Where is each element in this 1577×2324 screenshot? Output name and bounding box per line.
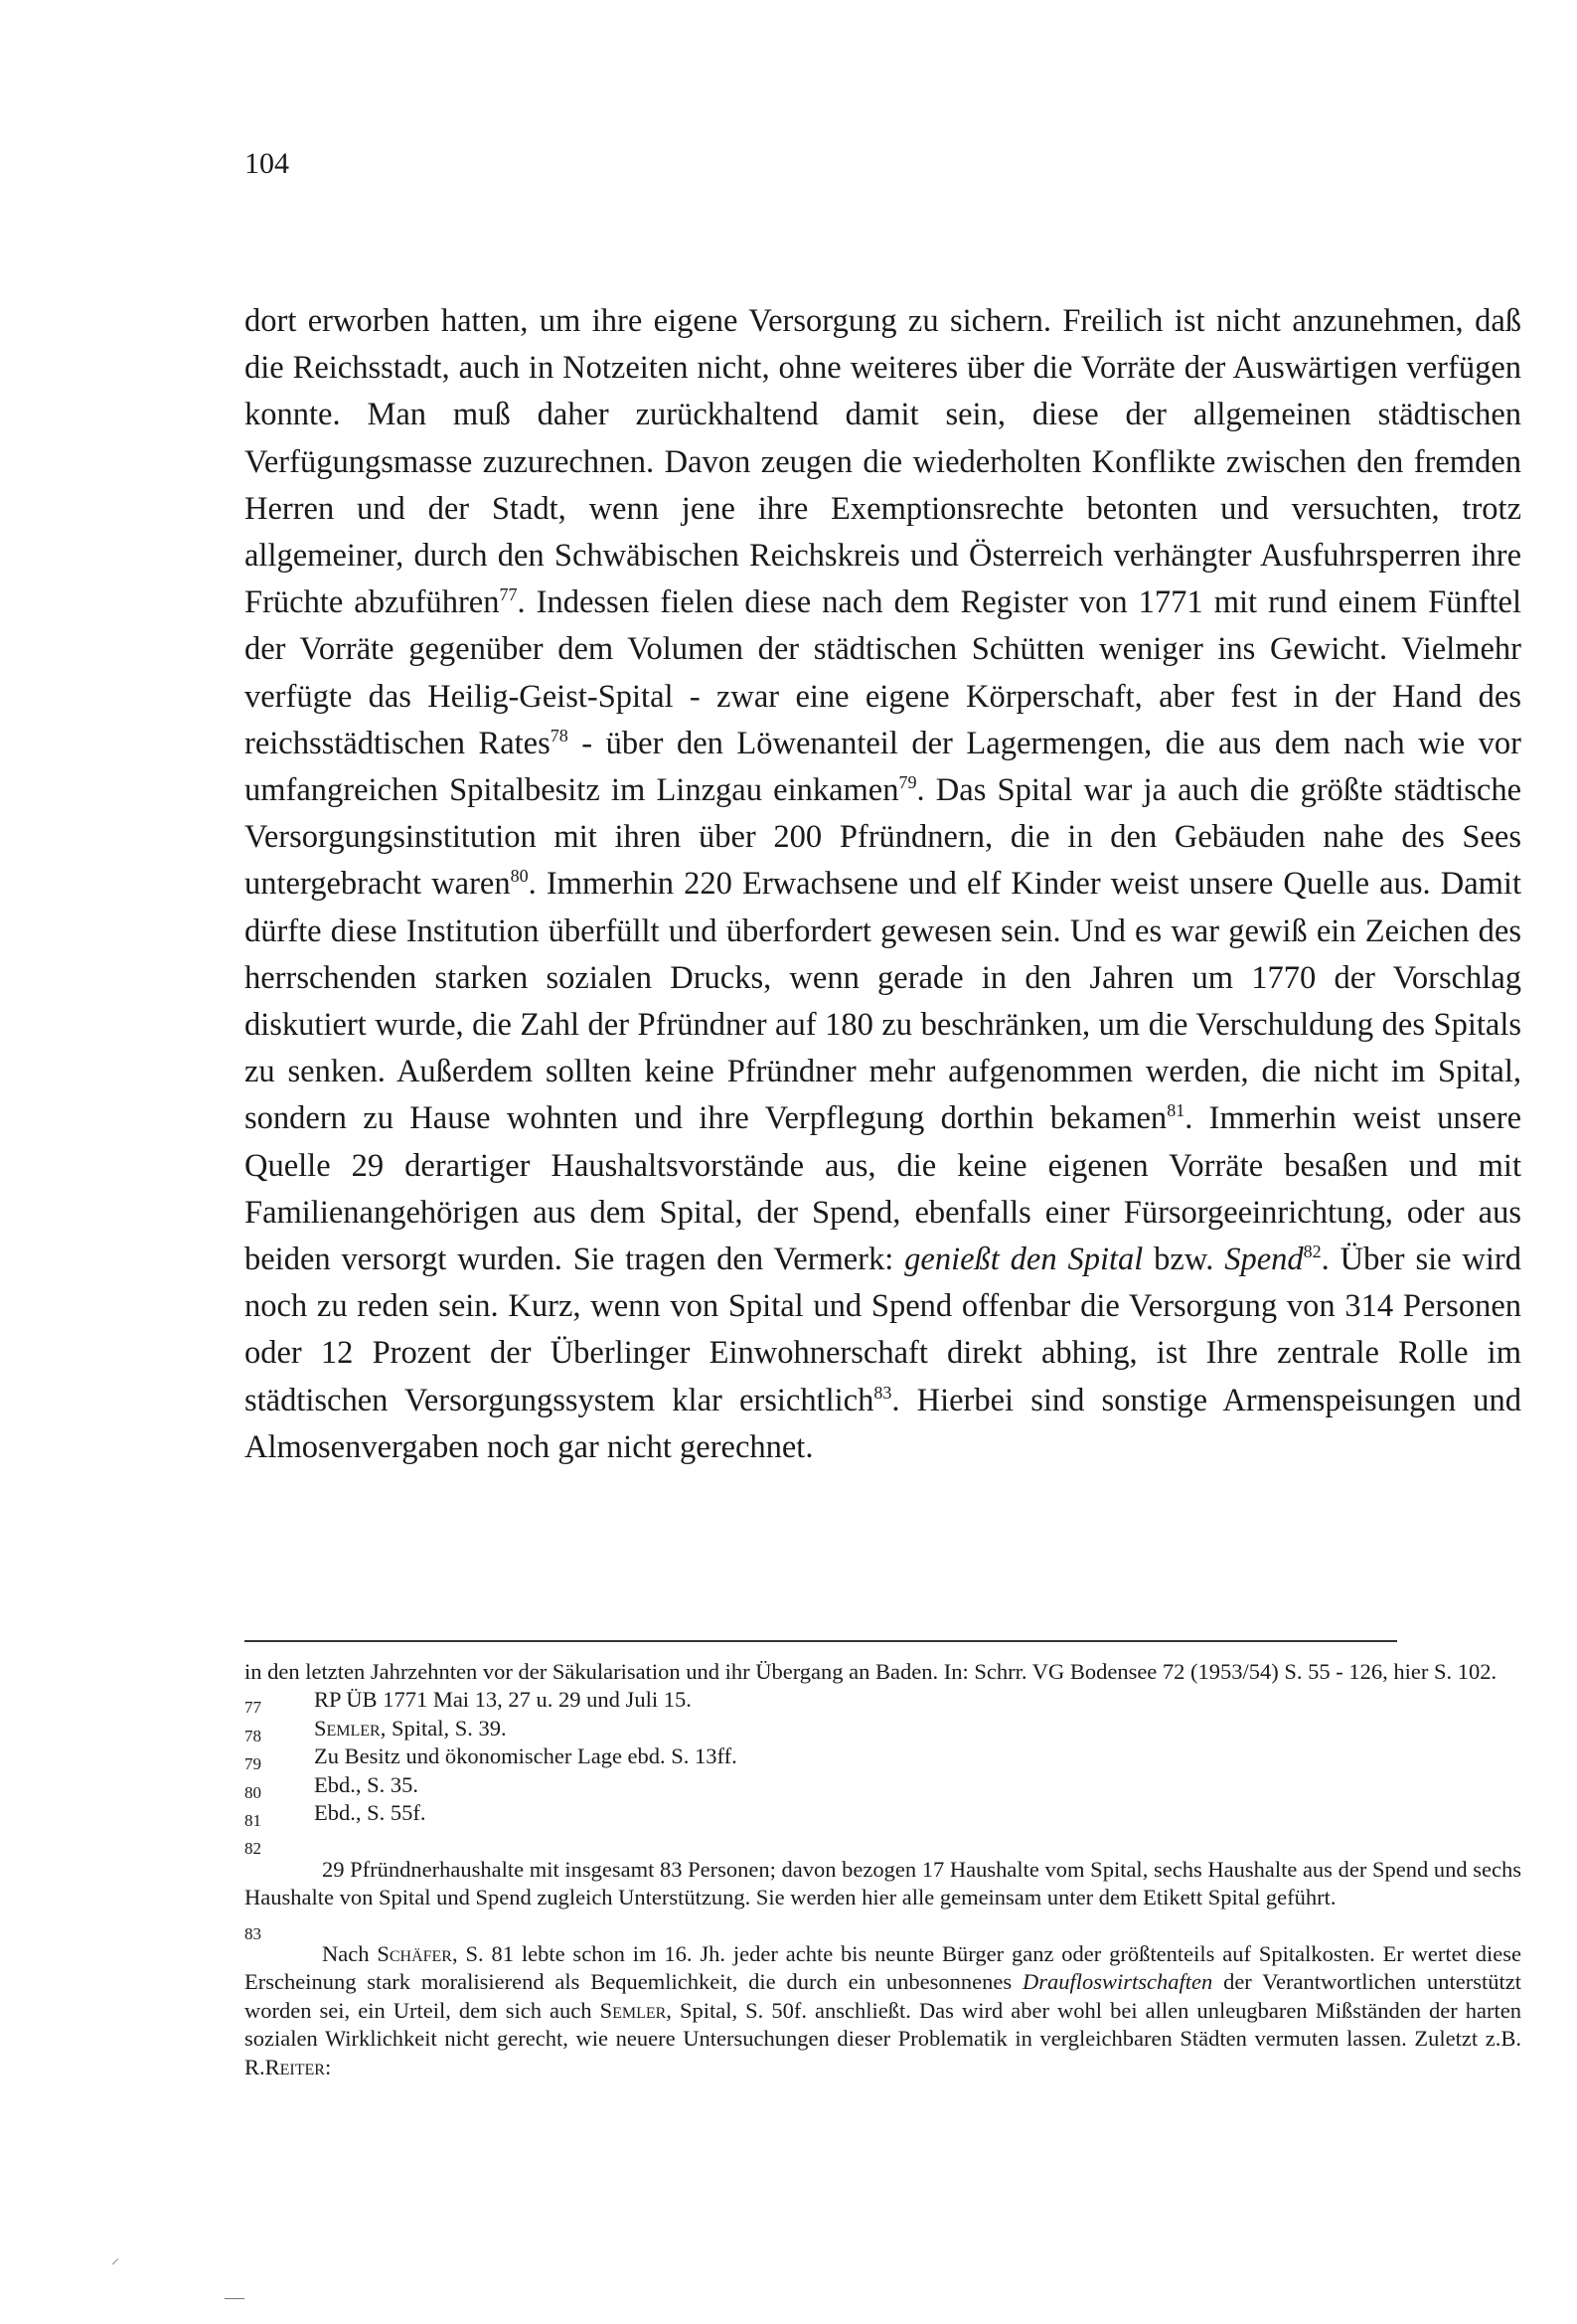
body-segment: . Immerhin 220 Erwachsene und elf Kinder weist unsere Quelle aus. Damit dürfte diese Institution überfüllt und überfordert gewesen sein. Und es war gewiß ein Zeichen des herrschenden starken sozialen Drucks, wenn gerade in den Jahren um 1770 der Vorschlag diskutiert wurde, die Zahl der Pfründner auf 180 zu beschränken, um die Verschuldung des Spitals zu senken. Außerdem sollten keine Pfründner mehr aufgenommen werden, die nicht im Spital, sondern zu Hause wohnten und ihre Verpflegung dorthin bekamen bbox=[244, 866, 1521, 1137]
body-segment: bzw. bbox=[1143, 1242, 1225, 1278]
body-segment: . Immerhin weist unsere Quelle 29 derartiger Haushaltsvorstände aus, die keine eigenen Vorräte besaßen und mit Familienangehörigen aus dem Spital, der Spend, ebenfalls einer Fürsorgeeinrichtung, oder aus beiden versorgt wurden. Sie tragen den Vermerk: bbox=[244, 1100, 1521, 1278]
footnote-number: 81 bbox=[244, 1811, 261, 1831]
footnote-number: 82 bbox=[244, 1839, 261, 1859]
footnote-number: 78 bbox=[244, 1726, 261, 1745]
scan-mark: — bbox=[225, 2286, 244, 2308]
footnote-82 bbox=[244, 1856, 1521, 1912]
footnote-83-label bbox=[244, 1912, 1521, 1943]
page-number: 104 bbox=[244, 147, 289, 180]
footnote-text: , S. 81 lebte schon im 16. Jh. jeder achte bis neunte Bürger ganz oder größtenteils auf Spitalkosten. Er wertet diese Erscheinung stark moralisierend als Bequemlichkeit, die durch ein unbesonnenes bbox=[244, 1941, 1521, 1995]
footnote-78 bbox=[244, 1715, 1521, 1743]
author-name: Semler bbox=[599, 1997, 667, 2023]
footnote-text: Nach bbox=[322, 1941, 378, 1967]
footnote-text: 29 Pfründnerhaushalte mit insgesamt 83 Personen; davon bezogen 17 Haushalte vom Spital, sechs Haushalte aus der Spend und sechs Haushalte von Spital und Spend zugleich Unterstützung. Sie werden hier alle gemeinsam unter dem Etikett Spital geführt. bbox=[244, 1856, 1521, 1910]
footnote-text: RP ÜB 1771 Mai 13, 27 u. 29 und Juli 15. bbox=[314, 1687, 692, 1713]
body-segment: . Über sie wird noch zu reden sein. Kurz, wenn von Spital und Spend offenbar die Versorgung von 314 Personen oder 12 Prozent der Überlinger Einwohnerschaft direkt abhing, ist Ihre zentrale Rolle im städtischen Versorgungssystem klar ersichtlich bbox=[244, 1242, 1521, 1418]
footnote-77 bbox=[244, 1686, 1521, 1718]
footnote-text: der Verantwortlichen unterstützt worden sei, ein Urteil, dem sich auch bbox=[244, 1969, 1521, 2023]
footnote-ref-82: 82 bbox=[1303, 1242, 1322, 1262]
footnote-ref-79: 79 bbox=[898, 772, 917, 793]
italic-quote: genießt den Spital bbox=[904, 1242, 1144, 1278]
footnote-ref-83: 83 bbox=[873, 1382, 892, 1403]
footnote-continued: in den letzten Jahrzehnten vor der Säkularisation und ihr Übergang an Baden. In: Schrr. VG Bodensee 72 (1953/54) S. 55 - 126, hier S. 102. bbox=[244, 1659, 1498, 1684]
footnote-text: Ebd., S. 35. bbox=[314, 1771, 419, 1797]
footnote-80 bbox=[244, 1771, 1521, 1802]
footnote-82-label bbox=[244, 1827, 1521, 1859]
footnote-number: 80 bbox=[244, 1782, 261, 1802]
footnote-83 bbox=[244, 1940, 1521, 2081]
footnote-text: : bbox=[324, 2054, 332, 2079]
footnote-number: 79 bbox=[244, 1754, 261, 1774]
author-name: Schäfer bbox=[377, 1941, 452, 1967]
author-name: Semler bbox=[314, 1715, 381, 1741]
body-segment: dort erworben hatten, um ihre eigene Versorgung zu sichern. Freilich ist nicht anzunehmen, daß die Reichsstadt, auch in Notzeiten nicht, ohne weiteres über die Vorräte der Auswärtigen verfügen konnte. Man muß daher zurückhaltend damit sein, diese der allgemeinen städtischen Verfügungsmasse zuzurechnen. Davon zeugen die wiederholten Konflikte zwischen den fremden Herren und der Stadt, wenn jene ihre Exemptionsrechte betonten und versuchten, trotz allgemeiner, durch den Schwäbischen Reichskreis und Österreich verhängter Ausfuhrsperren ihre Früchte abzuführen bbox=[244, 303, 1521, 621]
author-name: R.Reiter bbox=[244, 2054, 325, 2079]
footnote-ref-78: 78 bbox=[550, 726, 568, 746]
footnotes bbox=[244, 1658, 1521, 2081]
footnote-ref-80: 80 bbox=[510, 866, 529, 887]
footnote-separator bbox=[244, 1640, 1397, 1642]
body-segment: - über den Löwenanteil der Lagermengen, die aus dem nach wie vor umfangreichen Spitalbesitz im Linzgau einkamen bbox=[244, 725, 1522, 809]
footnote-81 bbox=[244, 1799, 1521, 1831]
footnote-ref-81: 81 bbox=[1167, 1100, 1185, 1121]
scan-mark: ⸝ bbox=[111, 2250, 120, 2267]
footnote-number: 83 bbox=[244, 1923, 261, 1943]
main-body-text bbox=[244, 298, 1521, 1471]
body-segment: . Das Spital war ja auch die größte städtische Versorgungsinstitution mit ihren über 200 Pfründnern, die in den Gebäuden nahe des Sees untergebracht waren bbox=[244, 772, 1521, 903]
footnote-text: Zu Besitz und ökonomischer Lage ebd. S. 13ff. bbox=[314, 1743, 737, 1769]
body-segment: . Indessen fielen diese nach dem Register von 1771 mit rund einem Fünftel der Vorräte gegenüber dem Volumen der städtischen Schütten weniger ins Gewicht. Vielmehr verfügte das Heilig-Geist-Spital - zwar eine eigene Körperschaft, aber fest in der Hand des reichsstädtischen Rates bbox=[244, 584, 1521, 761]
footnote-number: 77 bbox=[244, 1698, 261, 1718]
body-segment: . Hierbei sind sonstige Armenspeisungen und Almosenvergaben noch gar nicht gerechnet. bbox=[244, 1382, 1521, 1465]
footnote-text: , Spital, S. 50f. anschließt. Das wird aber wohl bei allen unleugbaren Mißständen der harten sozialen Wirklichkeit nicht gerecht, wie neuere Untersuchungen dieser Problematik in vergleichbaren Städten vermuten lassen. Zuletzt z.B. bbox=[244, 1997, 1522, 2052]
italic-quote: Spend bbox=[1224, 1242, 1304, 1278]
italic-term: Draufloswirtschaften bbox=[1022, 1969, 1213, 1995]
footnote-text: Ebd., S. 55f. bbox=[314, 1800, 426, 1826]
footnote-79 bbox=[244, 1743, 1521, 1774]
footnote-ref-77: 77 bbox=[499, 584, 518, 605]
footnote-text: , Spital, S. 39. bbox=[380, 1715, 507, 1741]
